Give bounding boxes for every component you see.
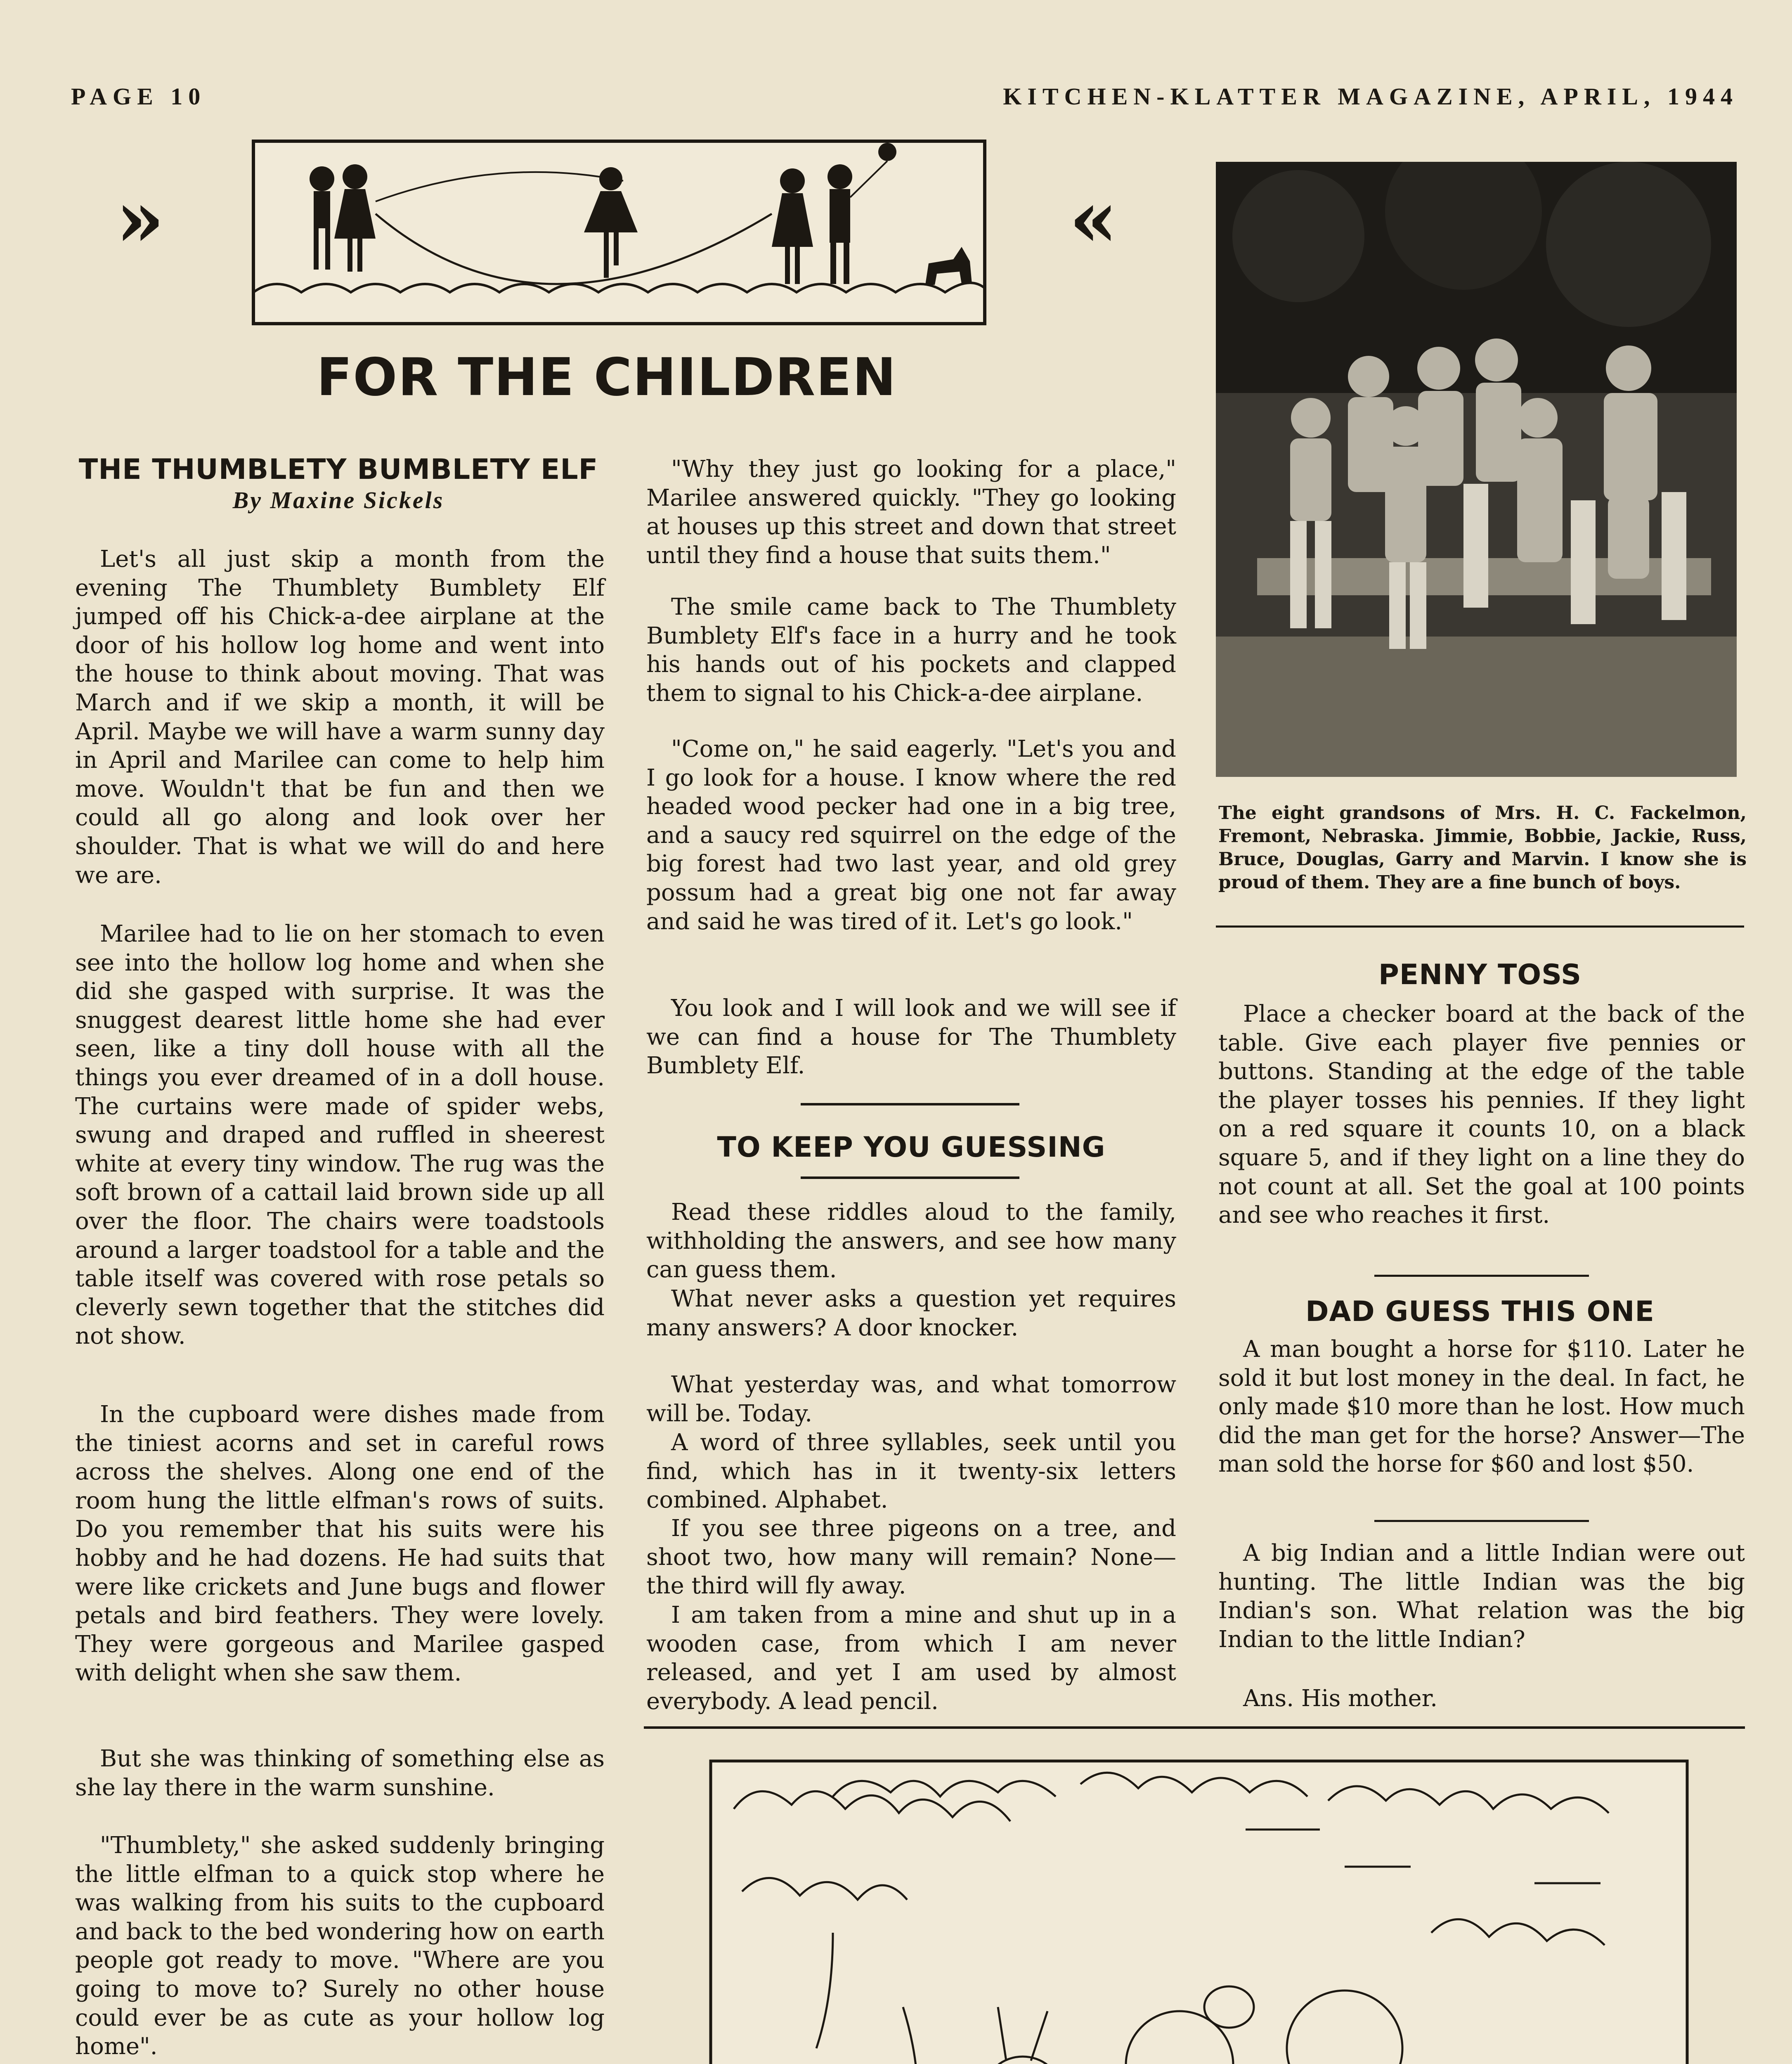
page-number: PAGE 10 [71,83,206,110]
divider [1374,1275,1589,1277]
divider [801,1176,1019,1179]
divider [1374,1520,1589,1522]
guessing-title: TO KEEP YOU GUESSING [717,1131,1106,1164]
story-title: THE THUMBLETY BUMBLETY ELF [78,453,598,486]
magazine-header: KITCHEN-KLATTER MAGAZINE, APRIL, 1944 [1003,83,1738,110]
story-paragraph: The smile came back to The Thumblety Bumblety Elf's face in a hurry and he took his hands out of his pockets and clapped them to signal to his Chick-a-dee airplane. [646,594,1176,707]
story-paragraph: You look and I will look and we will see if we can find a house for The Thumblety Bumblety Elf. [646,995,1176,1079]
riddle-paragraph: What yesterday was, and what tomorrow will be. Today. [646,1371,1176,1427]
divider [1216,925,1744,928]
dad-guess-text: A man bought a horse for $110. Later he sold it but lost money in the deal. In fact, he only made $10 more than he lost. How much did the man get for the horse? Answer—The man sold the horse for $60 and lost $50. [1218,1336,1745,1478]
riddle-paragraph: What never asks a question yet requires many answers? A door knocker. [646,1285,1176,1341]
section-title: FOR THE CHILDREN [317,347,897,407]
divider [801,1103,1019,1105]
banner-left-marker: » [116,173,165,265]
penny-toss-text: Place a checker board at the back of the table. Give each player five pennies or buttons. Standing at the edge of the table the player tosses his pennies. If they light on a red square it counts 10, on a black square 5, and if they light on a line they do not count at all. Set the goal at 100 points and see who reaches it first. [1218,1001,1745,1229]
story-paragraph: Let's all just skip a month from the evening The Thumblety Bumblety Elf jumped off his Chick-a-dee airplane at the door of his hollow log home and went into the house to think about moving. That was March and if we skip a month, it will be April. Maybe we will have a warm sunny day in April and Marilee can come to help him move. Wouldn't that be fun and then we could all go along and look over her shoulder. That is what we will do and here we are. [75,546,605,889]
indian-riddle: A big Indian and a little Indian were out hunting. The little Indian was the big Indian's son. What relation was the big Indian to the little Indian? [1218,1540,1745,1653]
divider [644,1726,1745,1729]
story-paragraph: "Come on," he said eagerly. "Let's you and I go look for a house. I know where the red headed wood pecker had one in a big tree, and a saucy red squirrel on the edge of the big forest had two last year, and old grey possum had a great big one not far away and said he was tired of it. Let's go look." [646,736,1176,935]
riddle-paragraph: Read these riddles aloud to the family, withholding the answers, and see how many can guess them. [646,1199,1176,1283]
banner-right-marker: « [1069,173,1118,265]
story-byline: By Maxine Sickels [232,487,444,514]
indian-answer: Ans. His mother. [1243,1685,1438,1712]
riddle-paragraph: If you see three pigeons on a tree, and shoot two, how many will remain? None—the third will fly away. [646,1515,1176,1600]
story-paragraph: But she was thinking of something else as she lay there in the warm sunshine. [75,1745,605,1801]
dad-guess-title: DAD GUESS THIS ONE [1305,1295,1655,1328]
grandsons-photo [1216,162,1737,777]
penny-toss-title: PENNY TOSS [1378,959,1582,991]
story-paragraph: Marilee had to lie on her stomach to even see into the hollow log home and when she did she gasped with surprise. It was the snuggest dearest little home she had ever seen, like a tiny doll house with all the things you ever dreamed of in a doll house. The curtains were made of spider webs, swung and draped and ruffled in sheerest white at every tiny window. The rug was the soft brown of a cattail laid brown side up all over the floor. The chairs were toadstools around a larger toadstool for a table and the table itself was covered with rose petals so cleverly sewn together that the stitches did not show. [75,921,605,1350]
riddle-paragraph: I am taken from a mine and shut up in a wooden case, from which I am never released, and yet I am used by almost everybody. A lead pencil. [646,1602,1176,1715]
story-paragraph: In the cupboard were dishes made from the tiniest acorns and set in careful rows across the shelves. Along one end of the room hung the little elfman's rows of suits. Do you remember that his suits were his hobby and he had dozens. He had suits that were like crickets and June bugs and flower petals and bird feathers. They were lovely. They were gorgeous and Marilee gasped with delight when she saw them. [75,1401,605,1687]
photo-caption: The eight grandsons of Mrs. H. C. Fackelmon, Fremont, Nebraska. Jimmie, Bobbie, Jackie, Russ, Bruce, Douglas, Garry and Marvin. I know she is proud of them. They are a fine bunch of boys. [1218,802,1747,893]
children-jump-rope-illustration [252,140,986,325]
bunny-coloring-picture [709,1759,1689,2064]
riddle-paragraph: A word of three syllables, seek until you find, which has in it twenty-six letters combined. Alphabet. [646,1429,1176,1514]
story-paragraph: "Thumblety," she asked suddenly bringing the little elfman to a quick stop where he was walking from his suits to the cupboard and back to the bed wondering how on earth people got ready to move. "Where are you going to move to? Surely no other house could ever be as cute as your hollow log home". [75,1832,605,2060]
story-paragraph: "Why they just go looking for a place," Marilee answered quickly. "They go looking at houses up this street and down that street until they find a house that suits them." [646,456,1176,569]
